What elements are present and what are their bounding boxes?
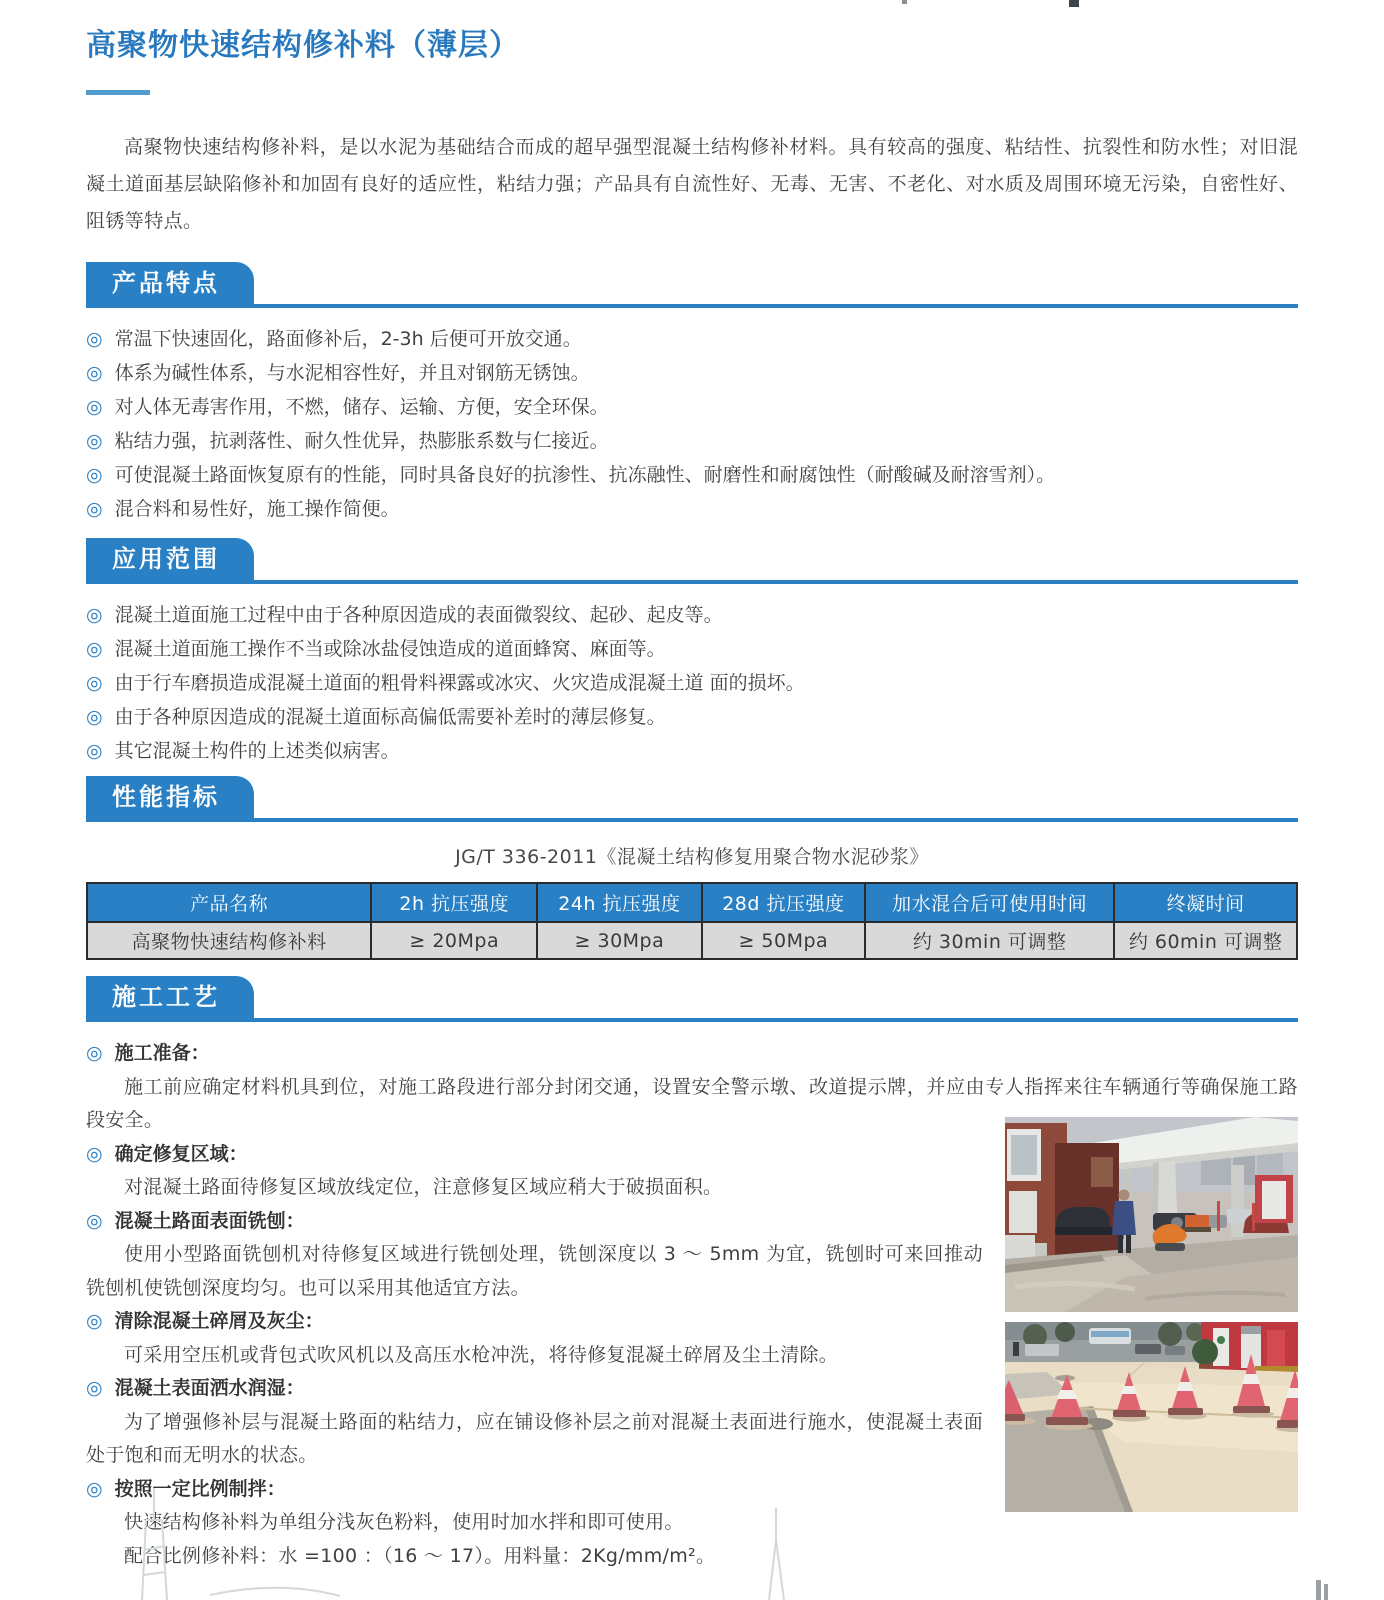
process-step-paragraph: 施工前应确定材料机具到位，对施工路段进行部分封闭交通，设置安全警示墩、改道提示牌，并应由专人指挥来往车辆通行等确保施工路段安全。 — [86, 1075, 1298, 1131]
table-header-cell: 24h 抗压强度 — [537, 883, 702, 922]
bullet-icon: ◎ — [86, 1042, 103, 1064]
bullet-icon: ◎ — [86, 362, 103, 384]
section-process-header — [86, 976, 1298, 1022]
item-text: 混凝土道面施工过程中由于各种原因造成的表面微裂纹、起砂、起皮等。 — [114, 604, 723, 626]
table-header-cell: 加水混合后可使用时间 — [865, 883, 1114, 922]
table-header-row — [87, 883, 1297, 922]
process-step-paragraph: 快速结构修补料为单组分浅灰色粉料，使用时加水拌和即可使用。 — [124, 1511, 684, 1533]
table-data-cell: ≥ 50Mpa — [702, 922, 865, 959]
process-step-paragraph: 对混凝土路面待修复区域放线定位，注意修复区域应稍大于破损面积。 — [124, 1176, 723, 1198]
table-data-cell: 约 60min 可调整 — [1114, 922, 1297, 959]
section-badge-applications: 应用范围 — [86, 538, 254, 580]
item-text: 混凝土道面施工操作不当或除冰盐侵蚀造成的道面蜂窝、麻面等。 — [114, 638, 666, 660]
photo-repaired-pavement-cones — [1005, 1322, 1298, 1512]
intro-paragraph: 高聚物快速结构修补料，是以水泥为基础结合而成的超早强型混凝土结构修补材料。具有较高的强度、粘结性、抗裂性和防水性；对旧混凝土道面基层缺陷修补和加固有良好的适应性，粘结力强；产品具有自流性好、无毒、无害、不老化、对水质及周围环境无污染，自密性好、阻锈等特点。 — [86, 136, 1298, 232]
bullet-icon: ◎ — [86, 604, 103, 626]
list-item — [86, 424, 1298, 458]
list-item — [86, 734, 1298, 768]
process-step-paragraph: 配合比例修补料：水 =100 ：（16 ～ 17）。用料量：2Kg/mm/m²。 — [124, 1544, 716, 1567]
process-step-paragraph: 可采用空压机或背包式吹风机以及高压水枪冲洗，将待修复混凝土碎屑及尘土清除。 — [124, 1343, 839, 1366]
table-row — [87, 922, 1297, 959]
page-content — [86, 0, 1298, 1573]
list-item — [86, 666, 1298, 700]
item-text: 其它混凝土构件的上述类似病害。 — [114, 740, 400, 762]
item-text: 对人体无毒害作用，不燃，储存、运输、方便，安全环保。 — [114, 396, 609, 418]
bullet-icon: ◎ — [86, 740, 103, 762]
applications-list — [86, 584, 1298, 768]
process-body — [86, 1022, 1298, 1573]
table-header-cell: 产品名称 — [87, 883, 371, 922]
table-header-cell: 终凝时间 — [1114, 883, 1297, 922]
bullet-icon: ◎ — [86, 464, 103, 486]
item-text: 体系为碱性体系，与水泥相容性好，并且对钢筋无锈蚀。 — [114, 362, 590, 384]
process-step-label: ◎ 混凝土路面表面铣刨： — [86, 1205, 983, 1239]
title-underline — [86, 90, 150, 95]
photo-road-repair-site — [1005, 1117, 1298, 1312]
section-performance-header — [86, 776, 1298, 822]
bullet-icon: ◎ — [86, 706, 103, 728]
table-header-cell: 2h 抗压强度 — [371, 883, 537, 922]
section-badge-performance: 性能指标 — [86, 776, 254, 818]
process-photo-column — [1005, 1117, 1298, 1512]
process-step-label: ◎ 按照一定比例制拌： — [86, 1473, 983, 1507]
item-text: 由于行车磨损造成混凝土道面的粗骨料裸露或冰灾、火灾造成混凝土道 面的损坏。 — [114, 672, 805, 694]
list-item — [86, 356, 1298, 390]
bullet-icon: ◎ — [86, 1142, 103, 1165]
process-step-paragraph: 使用小型路面铣刨机对待修复区域进行铣刨处理，铣刨深度以 3 ～ 5mm 为宜，铣刨时可来回推动铣刨机使铣刨深度均匀。也可以采用其他适宜方法。 — [86, 1243, 983, 1299]
process-step-paragraph: 为了增强修补层与混凝土路面的粘结力，应在铺设修补层之前对混凝土表面进行施水，使混凝土表面处于饱和而无明水的状态。 — [86, 1410, 983, 1466]
table-data-cell: ≥ 20Mpa — [371, 922, 537, 959]
process-step-label: ◎ 混凝土表面洒水润湿： — [86, 1372, 983, 1406]
bullet-icon: ◎ — [86, 1310, 103, 1332]
standard-caption: JG/T 336-2011《混凝土结构修复用聚合物水泥砂浆》 — [455, 846, 929, 868]
process-step-label: ◎ 确定修复区域： — [86, 1138, 983, 1172]
table-data-cell: 高聚物快速结构修补料 — [87, 922, 371, 959]
process-step-label: ◎ 清除混凝土碎屑及灰尘： — [86, 1305, 983, 1339]
item-text: 常温下快速固化，路面修补后，2-3h 后便可开放交通。 — [114, 328, 582, 350]
bullet-icon: ◎ — [86, 1477, 103, 1500]
bullet-icon: ◎ — [86, 396, 103, 418]
section-badge-process: 施工工艺 — [86, 976, 254, 1018]
bullet-icon: ◎ — [86, 1209, 103, 1232]
performance-table — [86, 882, 1298, 960]
list-item — [86, 458, 1298, 492]
list-item — [86, 322, 1298, 356]
bullet-icon: ◎ — [86, 672, 103, 694]
bullet-icon: ◎ — [86, 1377, 103, 1399]
item-text: 混合料和易性好，施工操作简便。 — [114, 498, 400, 520]
list-item — [86, 390, 1298, 424]
bullet-icon: ◎ — [86, 498, 103, 520]
process-step-label: ◎ 施工准备： — [86, 1037, 1298, 1071]
bullet-icon: ◎ — [86, 638, 103, 660]
bullet-icon: ◎ — [86, 328, 103, 350]
item-text: 可使混凝土路面恢复原有的性能，同时具备良好的抗渗性、抗冻融性、耐磨性和耐腐蚀性（耐酸碱及耐溶雪剂）。 — [114, 464, 1056, 486]
section-badge-features: 产品特点 — [86, 262, 254, 304]
table-header-cell: 28d 抗压强度 — [702, 883, 865, 922]
list-item — [86, 598, 1298, 632]
features-list — [86, 308, 1298, 526]
item-text: 由于各种原因造成的混凝土道面标高偏低需要补差时的薄层修复。 — [114, 706, 666, 728]
list-item — [86, 492, 1298, 526]
bullet-icon: ◎ — [86, 430, 103, 452]
list-item — [86, 700, 1298, 734]
table-data-cell: 约 30min 可调整 — [865, 922, 1114, 959]
list-item — [86, 632, 1298, 666]
item-text: 粘结力强，抗剥落性、耐久性优异，热膨胀系数与仁接近。 — [114, 430, 609, 452]
table-data-cell: ≥ 30Mpa — [537, 922, 702, 959]
section-features-header — [86, 262, 1298, 308]
section-applications-header — [86, 538, 1298, 584]
page-title: 高聚物快速结构修补料（薄层） — [86, 28, 520, 63]
